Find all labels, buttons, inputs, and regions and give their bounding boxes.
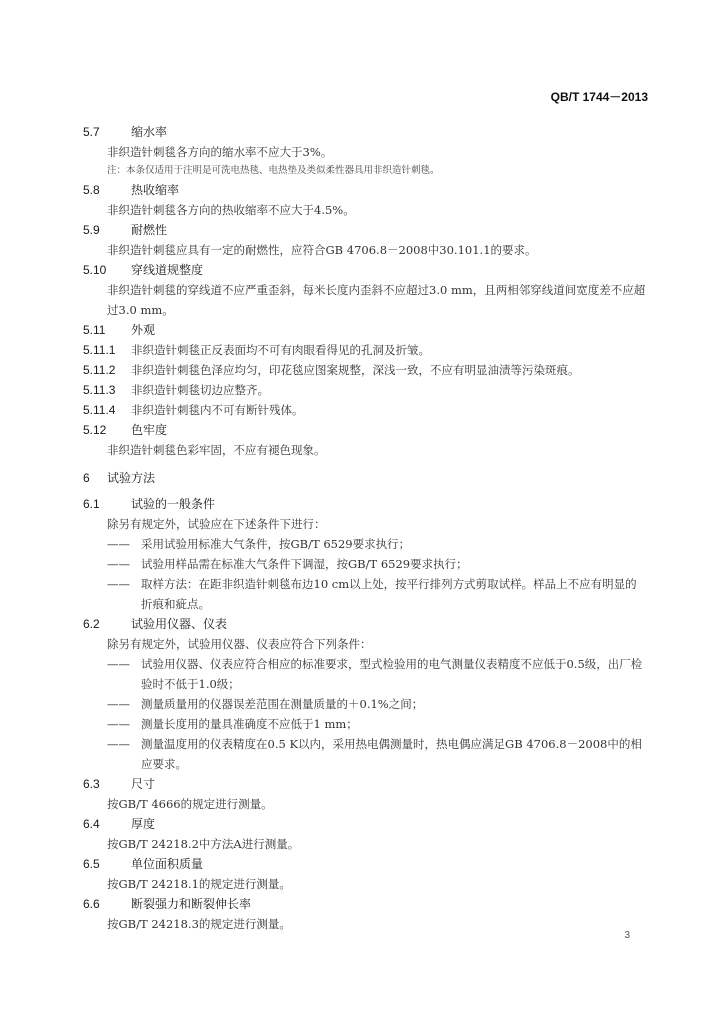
section-text: 按GB/T 4666的规定进行测量。 bbox=[107, 797, 273, 811]
page-number: 3 bbox=[624, 930, 630, 941]
subsection-item: 5.11.1 非织造针刺毯正反表面均不可有肉眼看得见的孔洞及折皱。 bbox=[83, 343, 430, 357]
list-item: —— 试验用样品需在标准大气条件下调湿，按GB/T 6529要求执行； bbox=[107, 557, 468, 571]
section-heading: 5.9 耐燃性 bbox=[83, 223, 168, 237]
section-text: 除另有规定外，试验用仪器、仪表应符合下列条件： bbox=[107, 637, 372, 651]
list-item: —— 取样方法：在距非织造针刺毯布边10 cm以上处，按平行排列方式剪取试样。样品上不应有明显的折痕和疵点。 bbox=[107, 577, 637, 611]
section-text: 按GB/T 24218.1的规定进行测量。 bbox=[107, 877, 291, 891]
list-item: —— 测量温度用的仪表精度在0.5 K以内，采用热电偶测量时，热电偶应满足GB 4706.8－2008中的相应要求。 bbox=[107, 737, 642, 771]
list-item: —— 采用试验用标准大气条件，按GB/T 6529要求执行； bbox=[107, 537, 411, 551]
section-heading: 5.7 缩水率 bbox=[83, 125, 168, 139]
section-heading: 5.8 热收缩率 bbox=[83, 183, 180, 197]
list-item: —— 试验用仪器、仪表应符合相应的标准要求，型式检验用的电气测量仪表精度不应低于0.5级，出厂检验时不低于1.0级； bbox=[107, 657, 643, 691]
section-heading: 5.11 外观 bbox=[83, 323, 156, 337]
section-heading: 6.6 断裂强力和断裂伸长率 bbox=[83, 897, 252, 911]
section-text: 非织造针刺毯的穿线道不应严重歪斜，每米长度内歪斜不应超过3.0 mm，且两相邻穿线道间宽度差不应超过3.0 mm。 bbox=[107, 283, 646, 317]
section-heading: 6.5 单位面积质量 bbox=[83, 857, 204, 871]
subsection-item: 5.11.4 非织造针刺毯内不可有断针残体。 bbox=[83, 403, 304, 417]
subsection-item: 5.11.3 非织造针刺毯切边应整齐。 bbox=[83, 383, 269, 397]
section-heading: 6.4 厚度 bbox=[83, 817, 156, 831]
section-text: 按GB/T 24218.3的规定进行测量。 bbox=[107, 917, 291, 931]
section-text: 非织造针刺毯各方向的缩水率不应大于3%。 bbox=[107, 145, 333, 159]
section-text: 按GB/T 24218.2中方法A进行测量。 bbox=[107, 837, 300, 851]
section-text: 除另有规定外，试验应在下述条件下进行： bbox=[107, 517, 326, 531]
section-text: 非织造针刺毯色彩牢固，不应有褪色现象。 bbox=[107, 443, 326, 457]
section-heading: 5.10 穿线道规整度 bbox=[83, 263, 204, 277]
section-heading: 6.2 试验用仪器、仪表 bbox=[83, 617, 228, 631]
document-body bbox=[83, 122, 647, 934]
standard-code: QB/T 1744－2013 bbox=[550, 90, 648, 104]
section-text: 非织造针刺毯各方向的热收缩率不应大于4.5%。 bbox=[107, 203, 355, 217]
section-text: 非织造针刺毯应具有一定的耐燃性，应符合GB 4706.8－2008中30.101.1的要求。 bbox=[107, 243, 537, 257]
section-note: 注：本条仅适用于注明是可洗电热毯、电热垫及类似柔性器具用非织造针刺毯。 bbox=[107, 165, 440, 176]
section-heading: 5.12 色牢度 bbox=[83, 423, 168, 437]
list-item: —— 测量长度用的量具准确度不应低于1 mm； bbox=[107, 717, 358, 731]
section-heading: 6.3 尺寸 bbox=[83, 777, 156, 791]
subsection-item: 5.11.2 非织造针刺毯色泽应均匀，印花毯应图案规整，深浅一致，不应有明显油渍等污染斑痕。 bbox=[83, 363, 580, 377]
chapter-heading: 6 试验方法 bbox=[83, 471, 156, 485]
list-item: —— 测量质量用的仪器误差范围在测量质量的＋0.1%之间； bbox=[107, 697, 424, 711]
section-heading: 6.1 试验的一般条件 bbox=[83, 497, 216, 511]
